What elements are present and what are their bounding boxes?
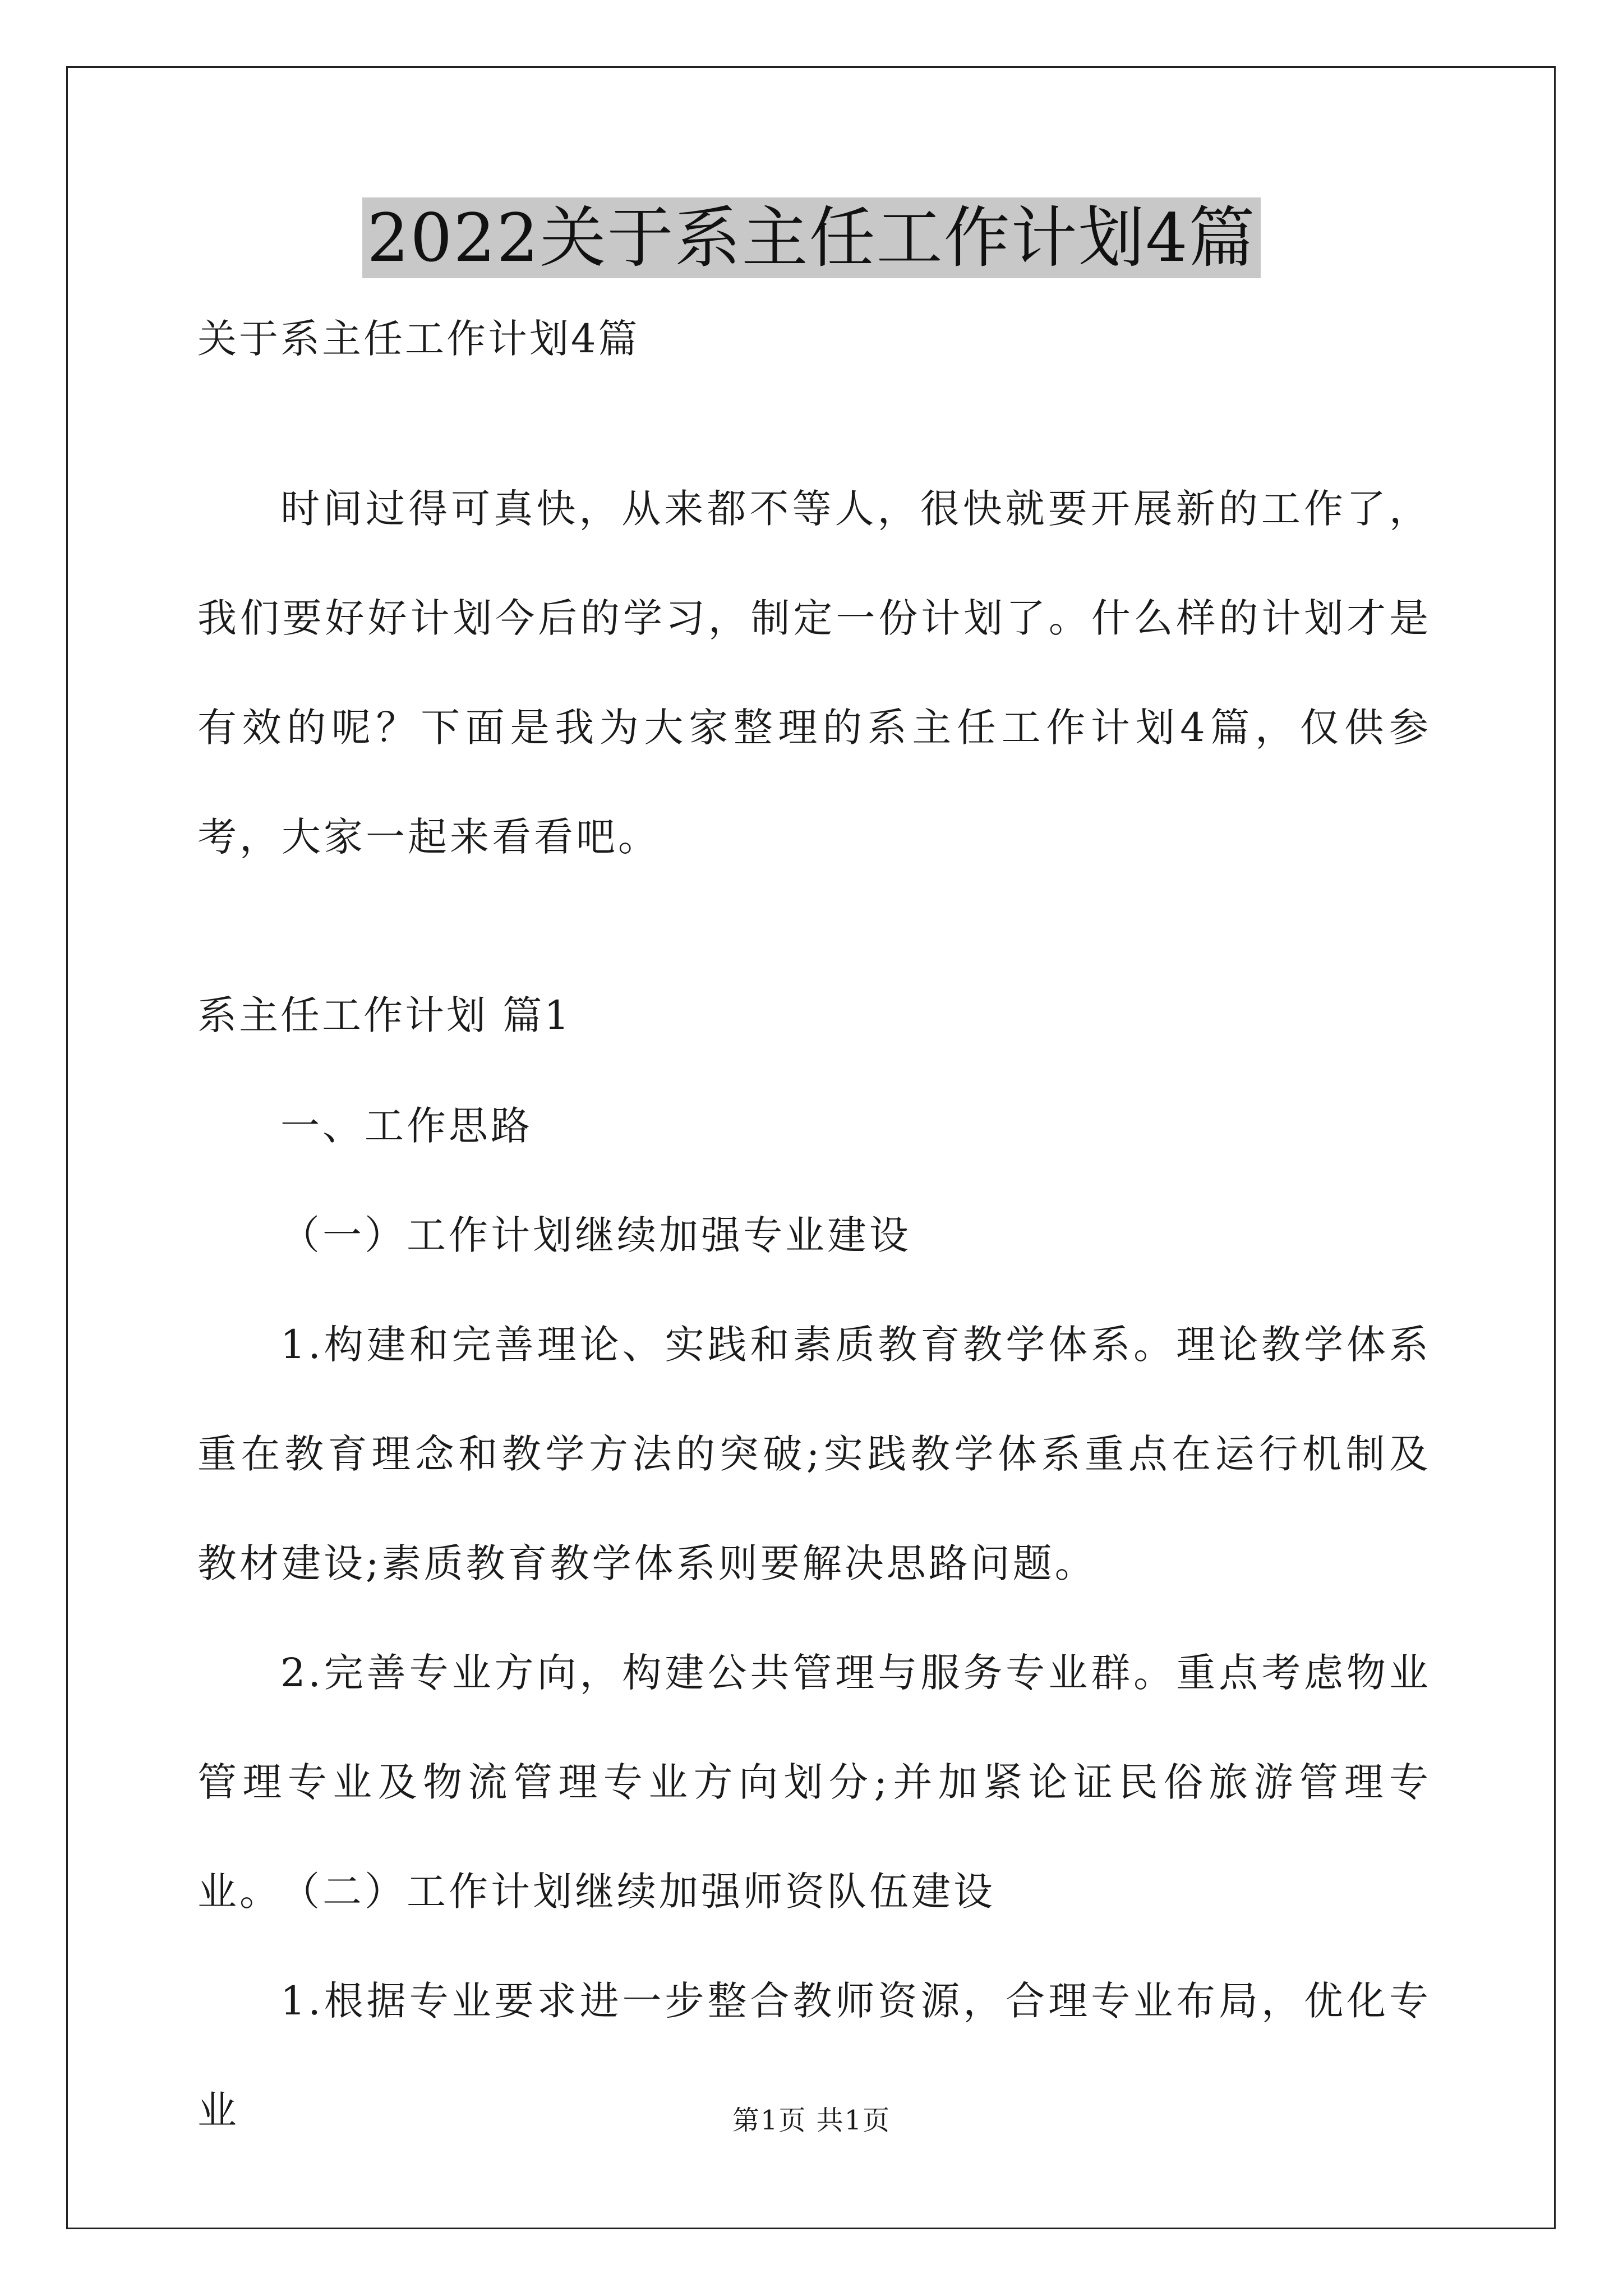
- paragraph-item-3: 1.根据专业要求进一步整合教师资源，合理专业布局，优化专业: [197, 1978, 1431, 2133]
- paragraph-heading-1: 一、工作思路: [280, 1103, 533, 1149]
- section-heading: 系主任工作计划 篇1: [197, 992, 571, 1038]
- document-title: 2022关于系主任工作计划4篇: [362, 197, 1260, 278]
- paragraph-subheading-2: （二）工作计划继续加强师资队伍建设: [280, 1869, 995, 1915]
- title-container: [0, 197, 1623, 278]
- page-footer: 第1页 共1页: [732, 2105, 891, 2136]
- paragraph-item-1: 1.构建和完善理论、实践和素质教育教学体系。理论教学体系重在教育理念和教学方法的突破;实践教学体系重点在运行机制及教材建设;素质教育教学体系则要解决思路问题。: [197, 1322, 1431, 1586]
- document-subtitle: 关于系主任工作计划4篇: [197, 316, 640, 362]
- paragraph-subheading-1: （一）工作计划继续加强专业建设: [280, 1212, 911, 1258]
- paragraph-item-2: 2.完善专业方向，构建公共管理与服务专业群。重点考虑物业管理专业及物流管理专业方向划分;并加紧论证民俗旅游管理专业。: [197, 1650, 1431, 1915]
- intro-paragraph: 时间过得可真快，从来都不等人，很快就要开展新的工作了，我们要好好计划今后的学习，制定一份计划了。什么样的计划才是有效的呢？下面是我为大家整理的系主任工作计划4篇，仅供参考，大家一起来看看吧。: [197, 486, 1431, 860]
